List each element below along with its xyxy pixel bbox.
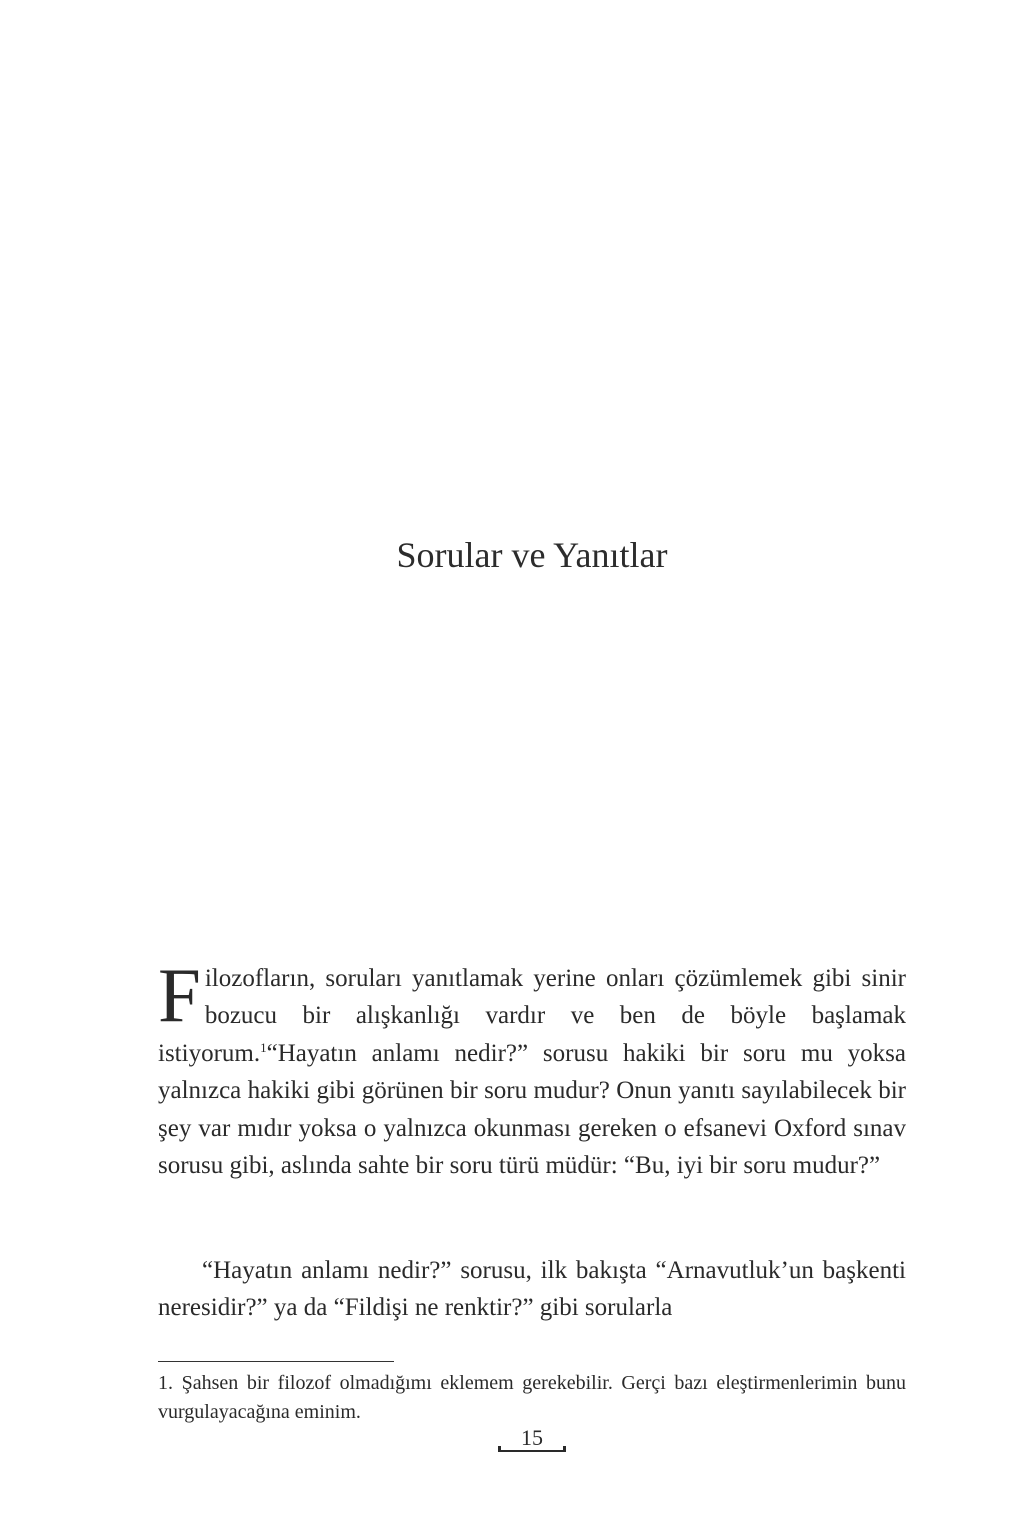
footnote-divider (158, 1361, 394, 1362)
footnote-text: 1. Şahsen bir filozof olmadığımı eklemem gerekebilir. Gerçi bazı eleştirmenlerimin bunu vurgulayacağına eminim. (158, 1372, 906, 1423)
page-number-value: 15 (521, 1425, 543, 1450)
drop-cap: F (158, 952, 201, 1038)
body-paragraph-2: “Hayatın anlamı nedir?” sorusu, ilk bakışta “Arnavutluk’un başkenti neresidir?” ya da “Fildişi ne renktir?” gibi sorularla (158, 1257, 906, 1322)
paragraph-1-text-before-note: ilozofların, soruları yanıtlamak yerine onları çözümlemek gibi sinir bozucu bir alışkanlığı vardır ve ben de böyle başlamak istiyorum. (158, 965, 906, 1067)
page-number (498, 1426, 566, 1452)
paragraph-1-text-after-note: “Hayatın anlamı nedir?” sorusu hakiki bir soru mu yoksa yalnızca hakiki gibi görünen bir soru mudur? Onun yanıtı sayılabilecek bir şey var mıdır yoksa o yalnızca okunması gereken o efsanevi Oxford sınav sorusu gibi, aslında sahte bir soru türü müdür: “Bu, iyi bir soru mudur?” (158, 1039, 906, 1180)
chapter-title: Sorular ve Yanıtlar (396, 535, 668, 575)
body-paragraph-1 (158, 952, 906, 1184)
page-number-ornament (498, 1450, 566, 1452)
footnote-marker: 1 (260, 1039, 267, 1055)
